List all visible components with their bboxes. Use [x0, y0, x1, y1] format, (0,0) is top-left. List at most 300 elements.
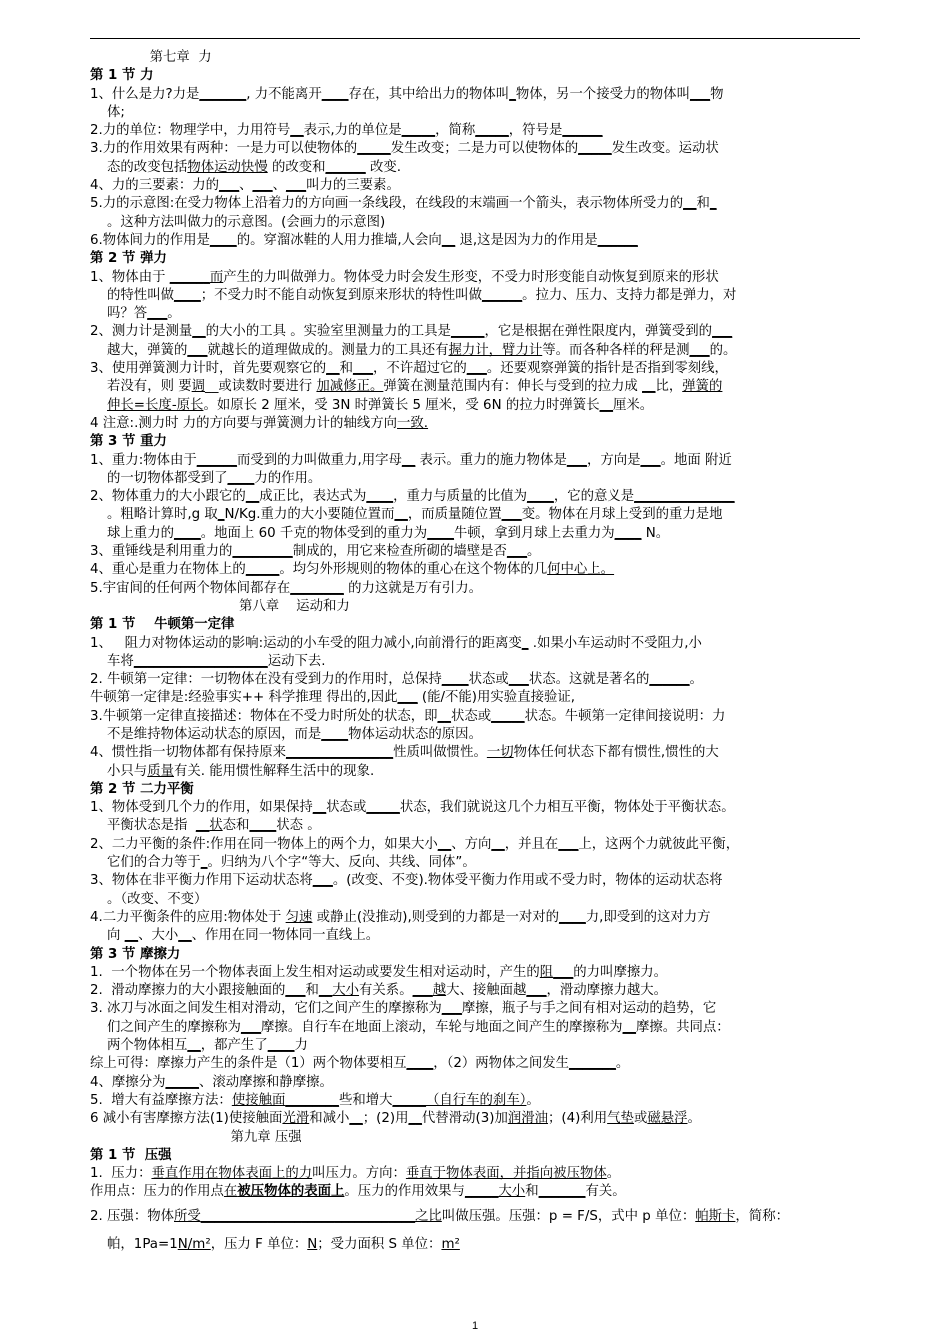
- text-line: [90, 1232, 865, 1258]
- text-segment: 。均匀外形规则的物体的重心在这个物体的几: [279, 562, 548, 578]
- text-segment: 。: [687, 1111, 701, 1127]
- text-segment: 、作用在同一物体同一直线上。: [191, 928, 380, 944]
- text-line: [90, 232, 865, 250]
- underlined-segment: _____: [165, 1074, 199, 1090]
- text-segment: ；(4)利用: [548, 1111, 608, 1127]
- text-segment: 越大，弹簧的: [90, 342, 188, 358]
- underlined-segment: __: [290, 123, 304, 139]
- underlined-segment: 伸长=长度-原长: [107, 397, 204, 413]
- text-line: [90, 214, 865, 232]
- text-segment: 4 注意:.测力时 力的方向要与弹簧测力计的轴线方向: [90, 415, 398, 431]
- text-segment: ，符号是: [508, 123, 563, 139]
- text-segment: 牛顿，拿到月球上去重力为: [453, 525, 615, 541]
- text-segment: ；受力面积 S 单位：: [317, 1236, 442, 1252]
- text-segment: 、: [272, 178, 287, 194]
- text-segment: 6 减小有害摩擦方法(1)使接触面: [90, 1111, 283, 1127]
- text-segment: ，它的意义是: [553, 489, 635, 505]
- text-segment: ，它是根据在弹性限度内，弹簧受到的: [484, 324, 713, 340]
- underlined-segment: ___: [397, 690, 418, 706]
- underlined-segment: ___: [689, 342, 710, 358]
- underlined-segment: ____: [366, 489, 394, 505]
- underlined-segment: _: [521, 635, 529, 651]
- underlined-segment: __: [195, 818, 210, 834]
- text-segment: 产生的力叫做弹力。物体受力时会发生形变，不受力时形变能自动恢复到原来的形状: [223, 269, 719, 285]
- text-segment: 5. 增大有益摩擦方法：: [90, 1092, 232, 1108]
- underlined-segment: _: [509, 86, 516, 102]
- underlined-segment: 大小: [332, 983, 360, 999]
- section-heading: [90, 781, 865, 799]
- text-line: [90, 415, 865, 433]
- text-segment: 第 1 节 力: [90, 68, 154, 84]
- text-segment: 或静止(没推动),则受到的力都是一对对的: [312, 909, 560, 925]
- document-body: [90, 49, 865, 1258]
- text-segment: 1. 一个物体在另一个物体表面上发生相对运动或要发生相对运动时，产生的: [90, 964, 540, 980]
- text-line: [90, 799, 865, 817]
- text-segment: 1、什么是力?力是: [90, 86, 200, 102]
- text-segment: 存在，其中给出力的物体叫: [348, 86, 510, 102]
- text-line: [90, 452, 865, 470]
- text-segment: 第 3 节 摩擦力: [90, 946, 181, 962]
- text-segment: 车将: [90, 653, 134, 669]
- text-segment: 有关. 能用惯性解释生活中的现象.: [173, 763, 375, 779]
- underlined-segment: ____________________: [133, 653, 268, 669]
- underlined-segment: _____: [578, 141, 612, 157]
- text-line: [90, 525, 865, 543]
- text-segment: 们之间产生的摩擦称为: [90, 1019, 241, 1035]
- text-segment: 摩擦，瓶子与手之间有相对运动的趋势，它: [461, 1001, 717, 1017]
- underlined-segment: ___: [501, 507, 522, 523]
- underlined-segment: 状: [209, 818, 223, 834]
- text-segment: 吗？答: [90, 306, 148, 322]
- underlined-segment: ___: [312, 873, 333, 889]
- text-line: [90, 817, 865, 835]
- underlined-segment: __: [349, 1111, 363, 1127]
- text-segment: 。归纳为八个字“等大、反向、共线、同体”。: [207, 855, 476, 871]
- text-line: [90, 378, 865, 396]
- underlined-segment: 而: [209, 269, 224, 285]
- underlined-segment: __: [441, 232, 456, 248]
- underlined-segment: __: [394, 507, 408, 523]
- text-line: [90, 744, 865, 762]
- text-line: [90, 397, 865, 415]
- text-segment: N/Kg.重力的大小要随位置而: [224, 507, 395, 523]
- section-heading: [90, 616, 865, 634]
- text-segment: 发生改变。运动状: [611, 141, 719, 157]
- underlined-segment: 握力计，臂力计: [448, 342, 543, 358]
- underlined-segment: __: [408, 1111, 422, 1127]
- text-segment: __或读数时要进行: [205, 379, 317, 395]
- text-segment: 它们的合力等于: [90, 855, 201, 871]
- text-line: [90, 342, 865, 360]
- text-segment: 而受到的力叫做重力,用字母: [236, 452, 402, 468]
- section-heading: [90, 946, 865, 964]
- text-segment: 代替滑动(3)加: [421, 1111, 508, 1127]
- underlined-segment: 磁悬浮: [647, 1111, 688, 1127]
- text-line: [90, 159, 865, 177]
- text-segment: 3、重锤线是利用重力的: [90, 544, 233, 560]
- section-heading: [90, 67, 865, 85]
- text-segment: ；(2)用: [362, 1111, 409, 1127]
- text-segment: 3. 冰刀与冰面之间发生相对滑动，它们之间产生的摩擦称为: [90, 1001, 442, 1017]
- text-line: [90, 1165, 865, 1183]
- text-segment: 状态，我们就说这几个力相互平衡，物体处于平衡状态。: [399, 800, 735, 816]
- underlined-segment: 被压物体的表面上: [237, 1184, 345, 1200]
- text-segment: 、方向: [451, 836, 492, 852]
- text-segment: ，简称：: [735, 1208, 789, 1224]
- text-segment: ，简称: [435, 123, 476, 139]
- text-line: [90, 122, 865, 140]
- underlined-segment: （自行车的刹车）: [425, 1092, 527, 1108]
- text-segment: 第 1 节 压强: [90, 1147, 172, 1163]
- text-segment: 5.力的示意图:在受力物体上沿着力的方向画一条线段，在线段的末端画一个箭头，表示物体所受力的: [90, 196, 684, 212]
- underlined-segment: __: [401, 452, 416, 468]
- underlined-segment: _____: [450, 324, 485, 340]
- text-segment: 力的作用。: [254, 470, 322, 486]
- text-segment: 态和: [222, 818, 250, 834]
- text-segment: 第 2 节 二力平衡: [90, 781, 194, 797]
- text-line: [90, 104, 865, 122]
- underlined-segment: ____: [267, 1038, 295, 1054]
- underlined-segment: ______: [196, 452, 237, 468]
- text-segment: 不是维持物体运动状态的原因，而是: [90, 726, 322, 742]
- underlined-segment: N/m²: [177, 1236, 211, 1252]
- text-segment: 。压力的作用效果与: [344, 1184, 465, 1200]
- text-segment: 第七章 力: [90, 50, 212, 65]
- underlined-segment: _____: [357, 141, 391, 157]
- text-segment: .如果小车运动时不受阻力,小: [528, 635, 702, 651]
- text-line: [90, 653, 865, 671]
- text-line: [90, 140, 865, 158]
- text-line: [90, 305, 865, 323]
- underlined-segment: ___: [466, 361, 487, 377]
- text-line: [90, 488, 865, 506]
- underlined-segment: 弹簧的: [682, 379, 723, 395]
- text-segment: 牛顿第一定律是:经验事实++ 科学推理 得出的,因此: [90, 690, 398, 706]
- text-segment: 、: [239, 178, 253, 194]
- underlined-segment: ___: [506, 544, 528, 560]
- underlined-segment: 匀速: [285, 909, 313, 925]
- text-line: [90, 891, 865, 909]
- text-segment: 。粗略计算时,g 取: [90, 507, 218, 523]
- text-segment: 的力这就是万有引力。: [343, 580, 482, 596]
- text-segment: ，不许超过它的: [373, 361, 467, 377]
- text-segment: 。: [689, 672, 703, 688]
- underlined-segment: _____: [401, 123, 436, 139]
- underlined-segment: ___: [412, 983, 433, 999]
- text-segment: 上，这两个力就彼此平衡，: [578, 836, 740, 852]
- underlined-segment: ____: [227, 470, 255, 486]
- underlined-segment: 何中心上。: [547, 562, 615, 578]
- text-segment: 2. 滑动摩擦力的大小跟接触面的: [90, 983, 286, 999]
- underlined-segment: _______: [199, 86, 247, 102]
- text-segment: 。: [527, 544, 541, 560]
- text-segment: 。: [606, 1166, 621, 1182]
- text-segment: 改变.: [365, 159, 402, 175]
- underlined-segment: ____: [614, 525, 642, 541]
- text-segment: 3.牛顿第一定律直接描述：物体在不受力时所处的状态，即: [90, 708, 438, 724]
- text-line: [90, 1129, 865, 1147]
- text-line: [90, 635, 865, 653]
- text-segment: 第八章 运动和力: [90, 598, 350, 614]
- underlined-segment: _: [709, 196, 717, 212]
- text-line: [90, 1110, 865, 1128]
- underlined-segment: ________: [290, 580, 344, 596]
- text-segment: 比，: [655, 379, 683, 395]
- text-line: [90, 927, 865, 945]
- text-segment: 2.力的单位：物理学中，力用符号: [90, 123, 291, 139]
- text-line: [90, 195, 865, 213]
- underlined-segment: 光滑: [282, 1111, 310, 1127]
- text-line: [90, 86, 865, 104]
- underlined-segment: _____: [366, 800, 400, 816]
- text-segment: 的力叫摩擦力。: [573, 964, 668, 980]
- text-line: [90, 836, 865, 854]
- text-segment: 叫压力。方向：: [312, 1166, 406, 1182]
- text-line: [90, 671, 865, 689]
- section-heading: [90, 433, 865, 451]
- underlined-segment: __: [124, 928, 139, 944]
- underlined-segment: ___: [352, 361, 374, 377]
- underlined-segment: 加减修正。: [316, 379, 384, 395]
- underlined-segment: __: [312, 800, 327, 816]
- text-line: [90, 708, 865, 726]
- text-segment: 。拉力、压力、支持力都是弹力，对: [522, 287, 737, 303]
- underlined-segment: ____: [559, 909, 586, 925]
- text-segment: 变。物体在月球上受到的重力是地: [521, 507, 723, 523]
- text-segment: 有关。: [585, 1184, 626, 1200]
- underlined-segment: ____: [527, 489, 554, 505]
- underlined-segment: __: [318, 983, 333, 999]
- underlined-segment: ___: [252, 178, 273, 194]
- underlined-segment: 帕斯卡: [695, 1208, 736, 1224]
- text-line: [90, 689, 865, 707]
- text-segment: 摩擦。共同点：: [635, 1019, 730, 1035]
- underlined-segment: ___: [712, 324, 733, 340]
- text-segment: 2、二力平衡的条件:作用在同一物体上的两个力，如果大小: [90, 836, 438, 852]
- text-segment: 1、物体受到几个力的作用，如果保持: [90, 800, 313, 816]
- underlined-segment: _______: [569, 1056, 616, 1072]
- text-line: [90, 561, 865, 579]
- text-segment: 、滚动摩擦和静摩擦。: [198, 1074, 333, 1090]
- underlined-segment: 使接触面: [231, 1092, 286, 1108]
- text-segment: 若没有，则 要: [90, 379, 192, 395]
- underlined-segment: m²: [441, 1236, 460, 1252]
- text-line: [90, 1074, 865, 1092]
- text-line: [90, 580, 865, 598]
- text-segment: , 力不能离开: [246, 86, 322, 102]
- underlined-segment: ____: [427, 525, 454, 541]
- underlined-segment: ____: [173, 525, 201, 541]
- text-segment: 2、物体重力的大小跟它的: [90, 489, 246, 505]
- underlined-segment: __: [326, 361, 340, 377]
- text-line: [90, 726, 865, 744]
- underlined-segment: 润滑油: [507, 1111, 549, 1127]
- text-segment: 帕，1Pa=1: [90, 1236, 178, 1252]
- underlined-segment: _: [200, 855, 208, 871]
- underlined-segment: 越: [432, 983, 447, 999]
- text-segment: 2. 牛顿第一定律：一切物体在没有受到力的作用时，总保持: [90, 672, 442, 688]
- underlined-segment: 垂直作用在物体表面上的力: [151, 1166, 313, 1182]
- text-segment: 状态或: [450, 708, 492, 724]
- underlined-segment: _____: [464, 1184, 499, 1200]
- underlined-segment: ____: [321, 726, 349, 742]
- text-segment: 退,这是因为力的作用是: [455, 232, 598, 248]
- text-segment: 性质叫做惯性。: [393, 745, 487, 761]
- page-number: 1: [471, 1320, 479, 1332]
- text-segment: (能/不能)用实验直接验证,: [417, 690, 576, 706]
- text-segment: 表示。重力的施力物体是: [415, 452, 567, 468]
- text-segment: 3、使用弹簧测力计时，首先要观察它的: [90, 361, 327, 377]
- text-line: [90, 872, 865, 890]
- underlined-segment: ____: [209, 232, 237, 248]
- text-segment: 态的改变包括: [90, 159, 188, 175]
- text-segment: ，而质量随位置: [407, 507, 502, 523]
- underlined-segment: 气垫: [607, 1111, 634, 1127]
- underlined-segment: _____: [392, 1092, 426, 1108]
- underlined-segment: __: [491, 836, 505, 852]
- underlined-segment: 所受: [174, 1208, 201, 1224]
- text-line: [90, 360, 865, 378]
- text-segment: 表示,力的单位是: [303, 123, 402, 139]
- underlined-segment: ____: [249, 818, 277, 834]
- underlined-segment: ______: [325, 159, 366, 175]
- underlined-segment: 垂直于物体表面，并指向被压物体: [405, 1166, 607, 1182]
- underlined-segment: 阻: [539, 964, 554, 980]
- text-segment: 有关系。: [359, 983, 413, 999]
- underlined-segment: ___: [526, 983, 547, 999]
- text-segment: 力,即受到的这对力方: [585, 909, 711, 925]
- text-segment: ，重力与质量的比值为: [393, 489, 528, 505]
- text-segment: 6.物体间力的作用是: [90, 232, 210, 248]
- text-segment: 厘米。: [612, 397, 654, 413]
- underlined-segment: ___: [508, 672, 529, 688]
- underlined-segment: _____: [491, 708, 525, 724]
- text-line: [90, 323, 865, 341]
- text-segment: 物体任何状态下都有惯性,惯性的大: [513, 745, 719, 761]
- underlined-segment: N: [307, 1236, 318, 1252]
- underlined-segment: _______: [538, 1184, 586, 1200]
- underlined-segment: __: [642, 379, 656, 395]
- text-line: [90, 1019, 865, 1037]
- text-segment: 的。: [709, 342, 737, 358]
- text-segment: 成正比，表达式为: [259, 489, 367, 505]
- text-line: [90, 49, 865, 67]
- text-segment: 1. 压力：: [90, 1166, 152, 1182]
- text-segment: 综上可得：摩擦力产生的条件是（1）两个物体要相互: [90, 1056, 407, 1072]
- underlined-segment: ___: [640, 452, 661, 468]
- underlined-segment: _____: [475, 123, 509, 139]
- text-segment: 小只与: [90, 763, 148, 779]
- text-segment: 等。而各种各样的秤是测: [542, 342, 690, 358]
- text-segment: 、大小: [138, 928, 179, 944]
- text-segment: 。: [167, 306, 181, 322]
- text-segment: 。地面上 60 千克的物体受到的重力为: [200, 525, 428, 541]
- text-segment: 的。穿溜冰鞋的人用力推墙,人会向: [236, 232, 442, 248]
- underlined-segment: ____: [321, 86, 349, 102]
- text-line: [90, 598, 865, 616]
- underlined-segment: _______________: [634, 489, 735, 505]
- text-segment: 。地面 附近: [660, 452, 732, 468]
- text-segment: 平衡状态是指: [90, 818, 196, 834]
- text-segment: ，并且在: [504, 836, 559, 852]
- text-segment: 或: [633, 1111, 648, 1127]
- text-segment: 4、摩擦分为: [90, 1074, 166, 1090]
- underlined-segment: __: [178, 928, 192, 944]
- underlined-segment: ______: [649, 672, 690, 688]
- underlined-segment: _: [217, 507, 225, 523]
- text-segment: 弹簧在测量范围内有：伸长与受到的拉力成: [383, 379, 643, 395]
- underlined-segment: __: [622, 1019, 636, 1035]
- text-segment: 。还要观察弹簧的指针是否指到零刻线，: [486, 361, 728, 377]
- underlined-segment: 在: [223, 1184, 238, 1200]
- text-segment: 物体，另一个接受力的物体叫: [515, 86, 690, 102]
- text-segment: 物体运动状态的原因。: [348, 726, 482, 742]
- text-segment: 体;: [90, 104, 125, 120]
- text-segment: 摩擦。自行车在地面上滚动，车轮与地面之间产生的摩擦称为: [261, 1019, 623, 1035]
- text-segment: 。（改变、不变）: [90, 891, 208, 907]
- underlined-segment: __: [192, 324, 206, 340]
- text-segment: 第 3 节 重力: [90, 434, 167, 450]
- text-segment: 2、测力计是测量: [90, 324, 193, 340]
- text-segment: 些和增大: [338, 1092, 393, 1108]
- underlined-segment: ________________: [286, 745, 394, 761]
- text-segment: 。: [615, 1056, 630, 1072]
- text-segment: 4、重心是重力在物体上的: [90, 562, 246, 578]
- underlined-segment: 质量: [147, 763, 174, 779]
- text-line: [90, 1202, 865, 1232]
- underlined-segment: ____: [441, 672, 469, 688]
- text-segment: 第九章 压强: [90, 1129, 302, 1145]
- text-segment: 。如原长 2 厘米，受 3N 时弹簧长 5 厘米，受 6N 的拉力时弹簧长: [203, 397, 600, 413]
- text-line: [90, 177, 865, 195]
- text-segment: 叫力的三要素。: [306, 178, 400, 194]
- text-segment: ，方向是: [586, 452, 641, 468]
- text-line: [90, 269, 865, 287]
- text-line: [90, 909, 865, 927]
- underlined-segment: 调: [191, 379, 206, 395]
- underlined-segment: ___: [441, 1001, 462, 1017]
- underlined-segment: 一致.: [397, 415, 429, 431]
- underlined-segment: 大小: [498, 1184, 526, 1200]
- underlined-segment: _____: [245, 562, 280, 578]
- underlined-segment: 之比: [415, 1208, 442, 1224]
- underlined-segment: ___: [689, 86, 711, 102]
- text-segment: 4.二力平衡条件的应用:物体处于: [90, 909, 286, 925]
- text-segment: 的大小的工具 。实验室里测量力的工具是: [205, 324, 451, 340]
- text-segment: 大、接触面越: [446, 983, 527, 999]
- header-rule: [90, 38, 860, 39]
- text-line: [90, 287, 865, 305]
- text-segment: 的改变和: [267, 159, 326, 175]
- text-segment: 4、力的三要素：力的: [90, 178, 220, 194]
- text-segment: 制成的，用它来检查所砌的墙壁是否: [292, 544, 507, 560]
- text-line: [90, 763, 865, 781]
- text-segment: 1、重力:物体由于: [90, 452, 197, 468]
- text-line: [90, 1000, 865, 1018]
- section-heading: [90, 1147, 865, 1165]
- text-segment: 物: [710, 86, 724, 102]
- text-line: [90, 543, 865, 561]
- text-segment: 3、物体在非平衡力作用下运动状态将: [90, 873, 313, 889]
- text-segment: N。: [641, 525, 670, 541]
- underlined-segment: __: [683, 196, 697, 212]
- underlined-segment: 物体运动快慢: [187, 159, 268, 175]
- text-segment: 球上重力的: [90, 525, 174, 541]
- underlined-segment: _________: [232, 544, 293, 560]
- text-segment: 和: [525, 1184, 539, 1200]
- underlined-segment: ___: [147, 306, 168, 322]
- underlined-segment: ___: [558, 836, 579, 852]
